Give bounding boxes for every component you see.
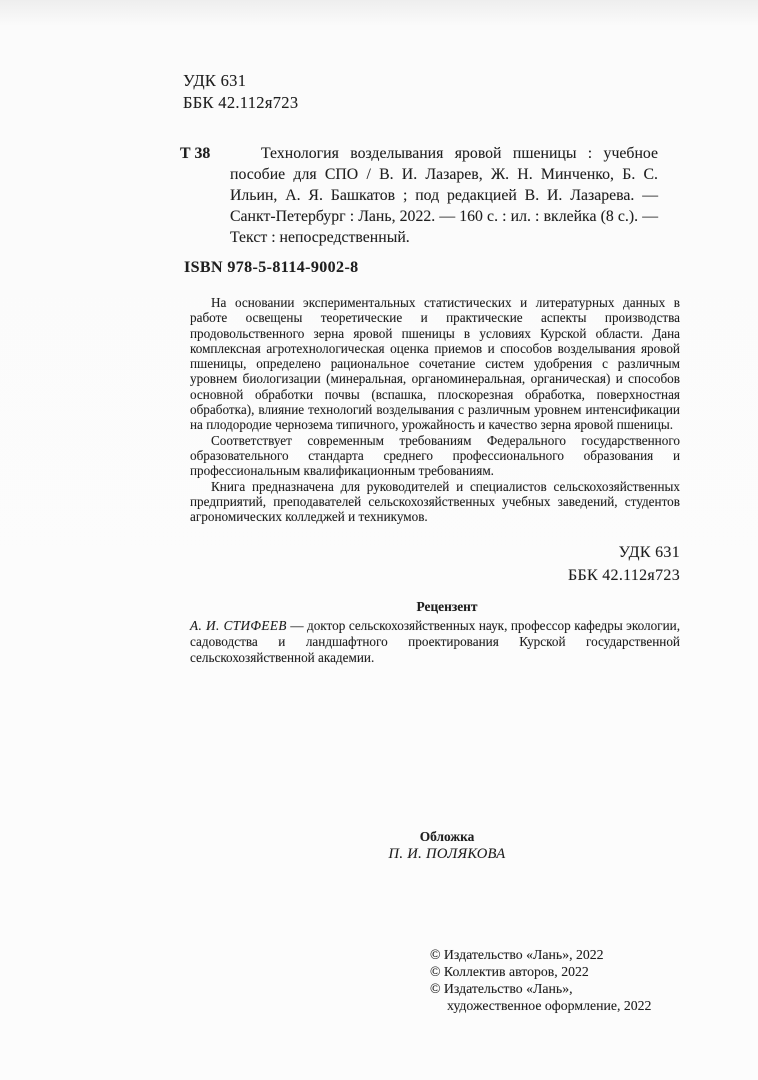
copyright-line: © Издательство «Лань», — [430, 981, 573, 996]
annotation-paragraph: Соответствует современным требованиям Федерального государственного образовательного стандарта среднего профессионального образования и профессиональным квалификационным требованиям. — [190, 432, 680, 479]
reviewer-text — [190, 618, 680, 666]
cover-credit — [202, 829, 692, 862]
classification-codes-bottom — [190, 542, 680, 587]
annotation-paragraph: Книга предназначена для руководителей и специалистов сельскохозяйственных предприятий, преподавателей сельскохозяйственных учебных заведений, студентов агрономических колледжей и техникумов. — [190, 478, 680, 525]
copyright-line-continuation: художественное оформление, 2022 — [447, 998, 652, 1013]
reviewer-heading: Рецензент — [416, 599, 478, 614]
classification-codes-top — [183, 70, 298, 114]
copyright-line: © Коллектив авторов, 2022 — [430, 964, 589, 979]
bibliographic-record — [180, 143, 658, 248]
copyright-line: © Издательство «Лань», 2022 — [430, 947, 604, 962]
reviewer-section — [190, 599, 680, 666]
annotation-block — [190, 295, 680, 524]
copyright-block — [430, 946, 651, 1014]
cover-label: Обложка — [419, 829, 475, 844]
udk-code-bottom: УДК 631 — [618, 544, 680, 561]
reviewer-description: — доктор сельскохозяйственных наук, профессор кафедры экологии, садоводства и ландшафтного проектирования Курской государственной сельскохозяйственной академии. — [190, 618, 680, 665]
annotation-paragraph: На основании экспериментальных статистических и литературных данных в работе освещены теоретические и практические аспекты производства продовольственного зерна яровой пшеницы в условиях Курской области. Дана комплексная агротехнологическая оценка приемов и способов возделывания яровой пшеницы, определено рациональное сочетание систем удобрения с различным уровнем биологизации (минеральная, органоминеральная, органическая) и способов основной обработки почвы (вспашка, плоскорезная обработка, поверхностная обработка), влияние технологий возделывания с различным уровнем интенсификации на плодородие чернозема типичного, урожайность и качество зерна яровой пшеницы. — [190, 295, 680, 433]
cover-designer-name: П. И. ПОЛЯКОВА — [388, 845, 506, 862]
isbn-number: ISBN 978-5-8114-9002-8 — [184, 259, 359, 276]
reviewer-name: А. И. СТИФЕЕВ — [190, 618, 287, 633]
udk-code-top: УДК 631 — [183, 71, 247, 90]
author-sign: Т 38 — [180, 145, 211, 162]
bibliographic-description: Технология возделывания яровой пшеницы : учебное пособие для СПО / В. И. Лазарев, Ж. Н. Минченко, Б. С. Ильин, А. Я. Башкатов ; под редакцией В. И. Лазарева. — Санкт-Петербург : Лань, 2022. — 160 с. : ил. : вклейка (8 с.). — Текст : непосредственный. — [230, 145, 658, 246]
bbk-code-top: ББК 42.112я723 — [183, 93, 299, 112]
bbk-code-bottom: ББК 42.112я723 — [567, 566, 680, 584]
